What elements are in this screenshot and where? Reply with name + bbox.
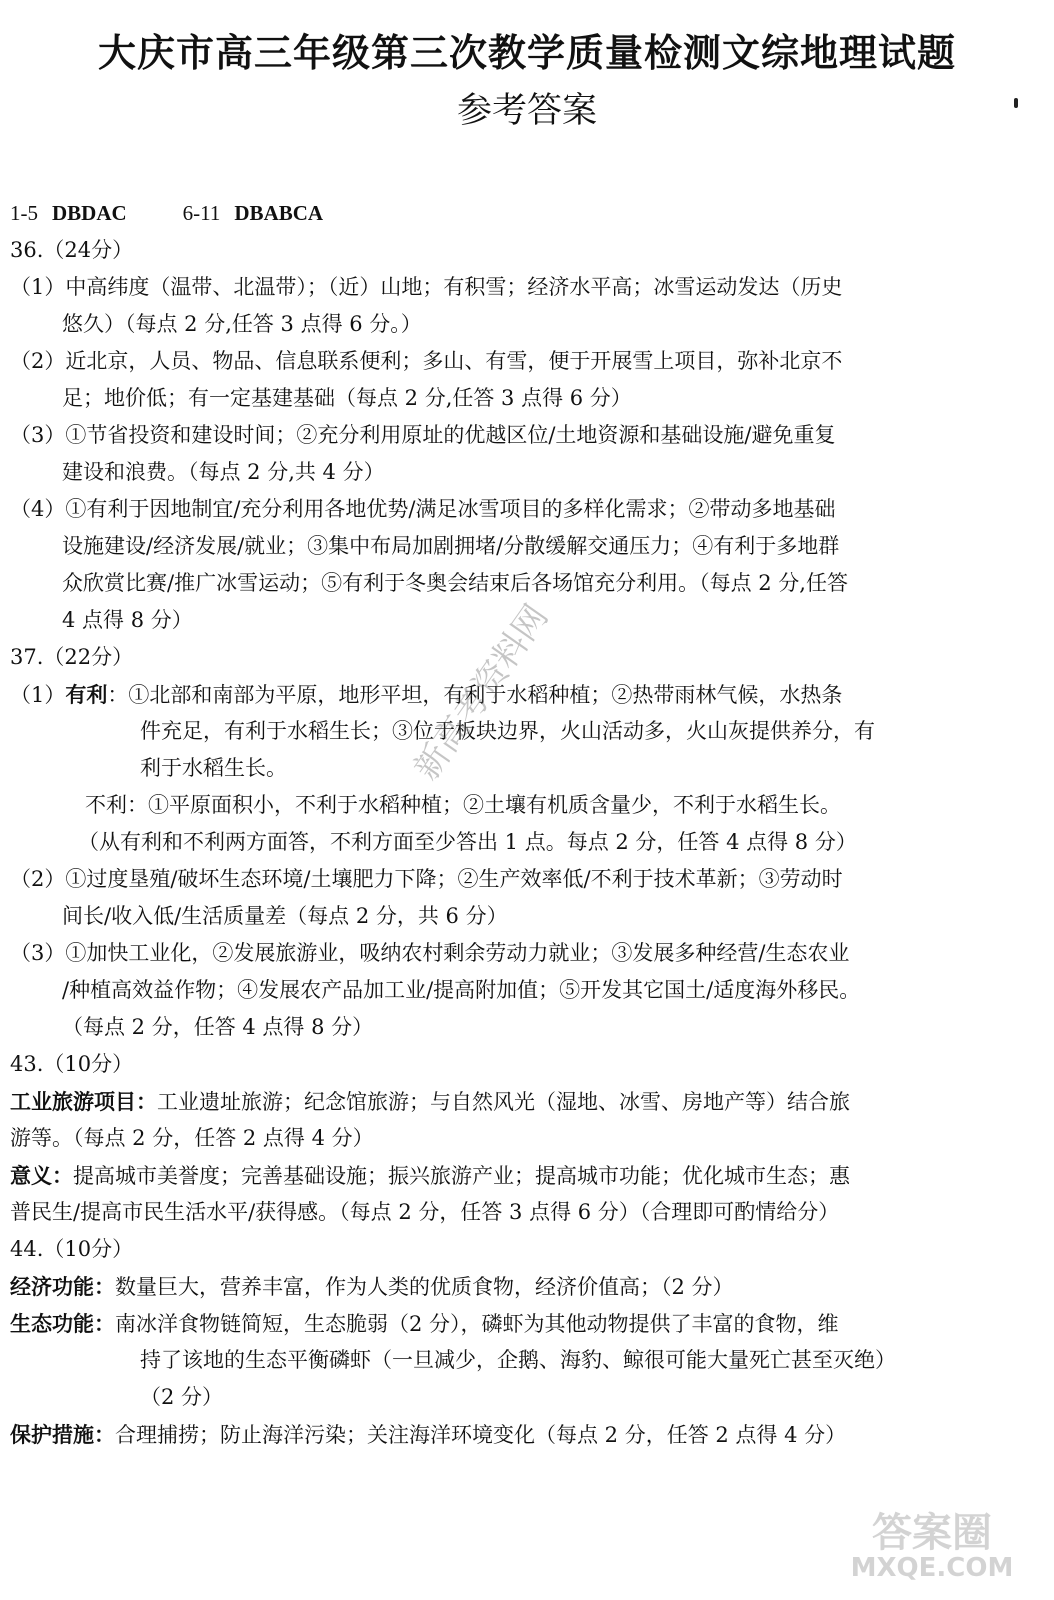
q44-item2-label: 生态功能： — [10, 1311, 115, 1336]
q44-item2-line2: 持了该地的生态平衡磷虾（一旦减少，企鹅、海豹、鲸很可能大量死亡甚至灭绝） — [140, 1348, 896, 1372]
q36-part3-line2: 建设和浪费。（每点 2 分,共 4 分） — [62, 460, 385, 484]
q43-item1-text: 工业遗址旅游；纪念馆旅游；与自然风光（湿地、冰雪、房地产等）结合旅 — [157, 1090, 850, 1114]
q37-part2-line2: 间长/收入低/生活质量差（每点 2 分，共 6 分） — [62, 904, 508, 928]
stray-mark — [1014, 98, 1018, 108]
q36-part1-line1: （1）中高纬度（温带、北温带）；（近）山地；有积雪；经济水平高；冰雪运动发达（历史 — [10, 275, 843, 299]
page-subtitle: 参考答案 — [456, 91, 597, 131]
q44-item3 — [10, 1416, 1040, 1453]
q37-part1-note: （从有利和不利两方面答，不利方面至少答出 1 点。每点 2 分，任答 4 点得 8 分） — [78, 830, 857, 854]
q43-item1-label: 工业旅游项目： — [10, 1089, 157, 1114]
q37-part1-prefix: （1） — [10, 683, 66, 707]
q44-item2-line1 — [10, 1305, 1040, 1342]
q36-header: 36.（24分） — [10, 238, 134, 262]
q36-part4-line4: 4 点得 8 分） — [62, 608, 193, 632]
q37-favorable-label: 有利 — [65, 682, 108, 707]
mc-answers-2: DBABCA — [234, 201, 324, 225]
mc-range-1: 1-5 — [10, 201, 38, 225]
answer-content — [10, 195, 1040, 1453]
q44-item3-label: 保护措施： — [10, 1422, 115, 1447]
logo-domain: MXQE.COM — [850, 1553, 1014, 1582]
q37-header: 37.（22分） — [10, 645, 134, 669]
q37-part1-text: ：①北部和南部为平原，地形平坦，有利于水稻种植；②热带雨林气候，水热条 — [107, 683, 843, 707]
q43-item2-label: 意义： — [10, 1163, 73, 1188]
page-title: 大庆市高三年级第三次教学质量检测文综地理试题 — [97, 30, 956, 75]
q44-item2-text: 南冰洋食物链简短，生态脆弱（2 分），磷虾为其他动物提供了丰富的食物，维 — [115, 1312, 839, 1336]
q37-part1-line1 — [10, 676, 1040, 713]
watermark-text: 新高考资料网 — [406, 597, 557, 788]
site-logo — [832, 1500, 1032, 1582]
q36-part1-line2: 悠久）（每点 2 分,任答 3 点得 6 分。） — [62, 312, 422, 336]
q36-part4-line1: （4）①有利于因地制宜/充分利用各地优势/满足冰雪项目的多样化需求；②带动多地基础 — [10, 497, 836, 521]
q43-item2-text: 提高城市美誉度；完善基础设施；振兴旅游产业；提高城市功能；优化城市生态；惠 — [73, 1164, 850, 1188]
q36-part4-line3: 众欣赏比赛/推广冰雪运动；⑤有利于冬奥会结束后各场馆充分利用。（每点 2 分,任答 — [62, 571, 848, 595]
q43-item1-line2: 游等。（每点 2 分，任答 2 点得 4 分） — [10, 1126, 374, 1150]
q37-part3-line3: （每点 2 分，任答 4 点得 8 分） — [62, 1015, 374, 1039]
q37-part3-line2: /种植高效益作物；④发展农产品加工业/提高附加值；⑤开发其它国土/适度海外移民。 — [62, 978, 861, 1002]
q44-item3-text: 合理捕捞；防止海洋污染；关注海洋环境变化（每点 2 分，任答 2 点得 4 分） — [115, 1423, 847, 1447]
q37-unfavorable: 不利：①平原面积小，不利于水稻种植；②土壤有机质含量少，不利于水稻生长。 — [85, 793, 841, 817]
q44-header: 44.（10分） — [10, 1237, 134, 1261]
q44-item1-text: 数量巨大，营养丰富，作为人类的优质食物，经济价值高；（2 分） — [115, 1275, 734, 1299]
q36-part2-line1: （2）近北京，人员、物品、信息联系便利；多山、有雪，便于开展雪上项目，弥补北京不 — [10, 349, 843, 373]
q37-part3-line1: （3）①加快工业化，②发展旅游业，吸纳农村剩余劳动力就业；③发展多种经营/生态农业 — [10, 941, 850, 965]
q43-item2-line1 — [10, 1157, 1040, 1194]
q36-part2-line2: 足；地价低；有一定基建基础（每点 2 分,任答 3 点得 6 分） — [62, 386, 632, 410]
q37-part2-line1: （2）①过度垦殖/破坏生态环境/土壤肥力下降；②生产效率低/不利于技术革新；③劳动时 — [10, 867, 843, 891]
q37-part1-line2: 件充足，有利于水稻生长；③位于板块边界，火山活动多，火山灰提供养分，有 — [140, 719, 875, 743]
logo-text: 答案圈 — [872, 1510, 992, 1556]
q37-part1-line3: 利于水稻生长。 — [140, 756, 287, 780]
q36-part4-line2: 设施建设/经济发展/就业；③集中布局加剧拥堵/分散缓解交通压力；④有利于多地群 — [62, 534, 840, 558]
q44-item1 — [10, 1268, 1040, 1305]
q36-part3-line1: （3）①节省投资和建设时间；②充分利用原址的优越区位/土地资源和基础设施/避免重复 — [10, 423, 836, 447]
mc-range-2: 6-11 — [182, 201, 221, 225]
q44-item2-line3: （2 分） — [140, 1385, 224, 1409]
q43-header: 43.（10分） — [10, 1052, 134, 1076]
multiple-choice-answers — [10, 195, 1040, 232]
mc-answers-1: DBDAC — [52, 201, 127, 225]
q43-item1-line1 — [10, 1083, 1040, 1120]
q43-item2-line2: 普民生/提高市民生活水平/获得感。（每点 2 分，任答 3 点得 6 分）（合理即可酌情给分） — [10, 1200, 840, 1224]
q44-item1-label: 经济功能： — [10, 1274, 115, 1299]
